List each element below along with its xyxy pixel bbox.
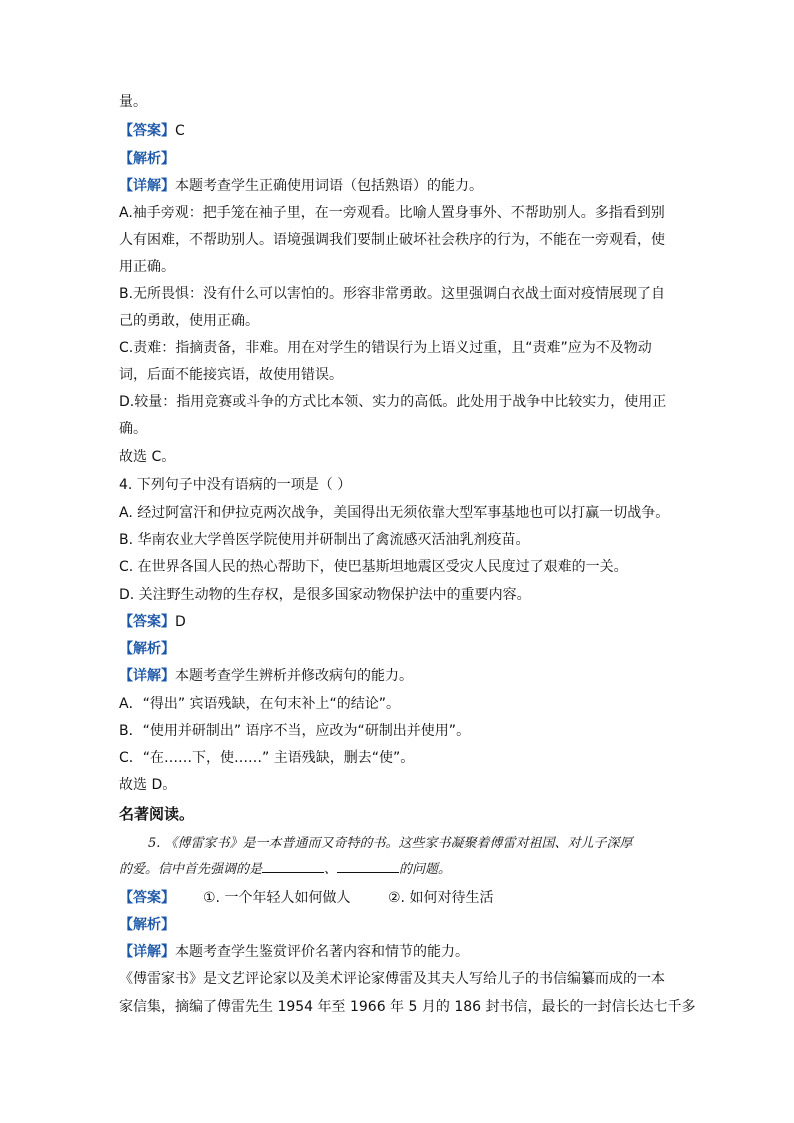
q4-explanation-line: C．“在……下，使……” 主语残缺，删去“使”。 bbox=[119, 750, 415, 766]
q4-stem: 4. 下列句子中没有语病的一项是（ ） bbox=[119, 477, 352, 493]
q3-detail-row bbox=[119, 176, 483, 196]
detail-label: 【详解】 bbox=[119, 944, 175, 960]
q5-answer-2-text: 如何对待生活 bbox=[409, 890, 494, 906]
q5-answer-1-text: 一个年轻人如何做人 bbox=[224, 890, 351, 906]
q3-answer-row bbox=[119, 121, 185, 141]
q3-conclusion: 故选 C。 bbox=[119, 449, 176, 465]
section-heading: 名著阅读。 bbox=[119, 805, 195, 823]
q5-stem-line2 bbox=[119, 860, 451, 880]
q4-analysis-label: 【解析】 bbox=[119, 641, 175, 657]
q5-analysis-label: 【解析】 bbox=[119, 917, 175, 933]
intro-tail-text: 量。 bbox=[119, 94, 147, 110]
q3-explanation-line: 词，后面不能接宾语，故使用错误。 bbox=[119, 367, 343, 383]
q5-answer-1-marker: ①. bbox=[203, 890, 221, 906]
q4-option-a: A. 经过阿富汗和伊拉克两次战争，美国得出无须依靠大型军事基地也可以打赢一切战争。 bbox=[119, 505, 670, 521]
q4-detail-text: 本题考查学生辨析并修改病句的能力。 bbox=[175, 668, 413, 684]
q5-answer-1 bbox=[203, 888, 350, 908]
q5-explanation-line: 《傅雷家书》是文艺评论家以及美术评论家傅雷及其夫人写给儿子的书信编纂而成的一本 bbox=[119, 971, 665, 987]
q5-blank-2 bbox=[337, 860, 399, 873]
q4-explanation-line: B．“使用并研制出” 语序不当，应改为“研制出并使用”。 bbox=[119, 723, 471, 739]
q5-stem-text-a: 的爱。信中首先强调的是 bbox=[119, 862, 263, 877]
q5-detail-row bbox=[119, 942, 469, 962]
q5-explanation-line: 家信集，摘编了傅雷先生 1954 年至 1966 年 5 月的 186 封书信，最长的一封信长达七千多 bbox=[119, 999, 696, 1015]
q4-option-d: D. 关注野生动物的生存权，是很多国家动物保护法中的重要内容。 bbox=[119, 587, 531, 603]
q4-option-b: B. 华南农业大学兽医学院使用并研制出了禽流感灭活油乳剂疫苗。 bbox=[119, 532, 530, 548]
q3-detail-text: 本题考查学生正确使用词语（包括熟语）的能力。 bbox=[175, 178, 483, 194]
q4-answer-value: D bbox=[175, 614, 186, 630]
q3-analysis-label: 【解析】 bbox=[119, 151, 175, 167]
q5-detail-text: 本题考查学生鉴赏评价名著内容和情节的能力。 bbox=[175, 944, 469, 960]
q5-stem-separator: 、 bbox=[324, 862, 338, 877]
q3-explanation-line: 用正确。 bbox=[119, 259, 175, 275]
q5-answer-2 bbox=[388, 888, 493, 908]
q5-stem-line1: 5. 《傅雷家书》是一本普通而又奇特的书。这些家书凝聚着傅雷对祖国、对儿子深厚 bbox=[148, 836, 633, 851]
q5-blank-1 bbox=[262, 860, 324, 873]
q3-explanation-line: 确。 bbox=[119, 421, 147, 437]
q3-answer-value: C bbox=[175, 123, 185, 139]
answer-label: 【答案】 bbox=[119, 890, 175, 906]
q4-detail-row bbox=[119, 666, 413, 686]
q3-explanation-line: B.无所畏惧：没有什么可以害怕的。形容非常勇敢。这里强调白衣战士面对疫情展现了自 bbox=[119, 286, 666, 302]
q3-explanation-line: C.责难：指摘责备，非难。用在对学生的错误行为上语义过重，且“责难”应为不及物动 bbox=[119, 340, 652, 356]
q3-explanation-line: D.较量：指用竞赛或斗争的方式比本领、实力的高低。此处用于战争中比较实力，使用正 bbox=[119, 394, 667, 410]
q4-answer-row bbox=[119, 612, 186, 632]
q3-explanation-line: 人有困难，不帮助别人。语境强调我们要制止破坏社会秩序的行为，不能在一旁观看，使 bbox=[119, 232, 665, 248]
q4-option-c: C. 在世界各国人民的热心帮助下，使巴基斯坦地震区受灾人民度过了艰难的一关。 bbox=[119, 559, 628, 575]
q5-stem-text-b: 的问题。 bbox=[399, 862, 452, 877]
q5-answer-2-marker: ②. bbox=[388, 890, 406, 906]
q3-explanation-line: A.袖手旁观：把手笼在袖子里，在一旁观看。比喻人置身事外、不帮助别人。多指看到别 bbox=[119, 205, 665, 221]
q4-explanation-line: A．“得出” 宾语残缺，在句末补上“的结论”。 bbox=[119, 696, 401, 712]
detail-label: 【详解】 bbox=[119, 668, 175, 684]
q3-explanation-line: 己的勇敢，使用正确。 bbox=[119, 313, 259, 329]
q4-conclusion: 故选 D。 bbox=[119, 777, 177, 793]
answer-label: 【答案】 bbox=[119, 123, 175, 139]
q5-answer-row bbox=[119, 888, 175, 908]
answer-label: 【答案】 bbox=[119, 614, 175, 630]
detail-label: 【详解】 bbox=[119, 178, 175, 194]
